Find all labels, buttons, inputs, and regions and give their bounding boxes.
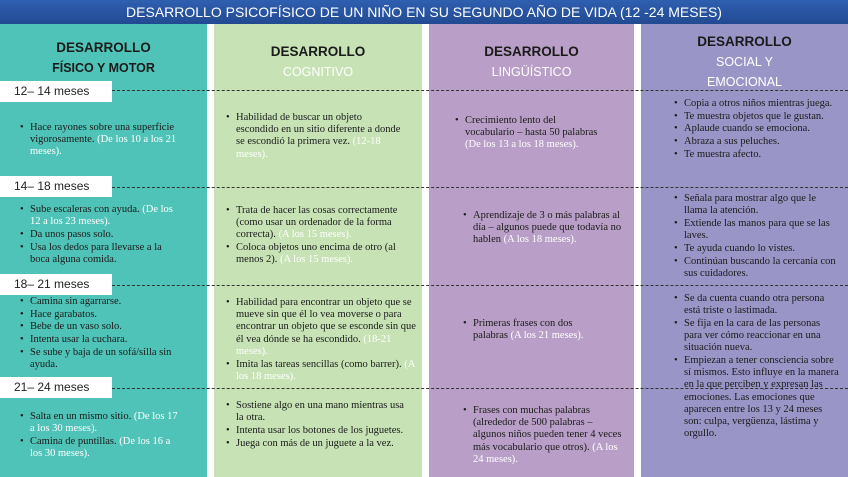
- cell-linguistico: [463, 210, 623, 247]
- cell-fisico: [20, 411, 180, 461]
- bullet-text: Te ayuda cuando lo vistes.: [684, 242, 795, 254]
- bullet-item: [20, 321, 180, 333]
- age-range-note: (De los 13 a los 18 meses).: [465, 139, 579, 151]
- bullet-item: [674, 136, 840, 148]
- bullet-item: [674, 111, 840, 123]
- cell-linguistico: [463, 405, 623, 467]
- period-label: 18– 21 meses: [0, 274, 112, 295]
- age-range-note: (De los 10 a los 21 meses).: [30, 134, 177, 158]
- bullet-text: Hace garabatos.: [30, 308, 98, 320]
- bullet-text: Copia a otros niños mientras juega.: [684, 98, 833, 109]
- cell-linguistico: [463, 318, 603, 343]
- bullet-text: Salta en un mismo sitio.: [30, 411, 134, 422]
- bullet-item: [20, 347, 180, 371]
- bullet-text: Habilidad de buscar un objeto escondido en un sitio diferente a donde se escondió la primera vez.: [236, 112, 401, 148]
- bullet-item: [226, 112, 404, 161]
- bullet-item: [674, 293, 840, 317]
- bullet-item: [226, 425, 406, 437]
- age-range-note: (De los 12 a los 23 meses).: [30, 204, 173, 228]
- bullet-item: [674, 218, 840, 242]
- age-range-note: (12-18 meses).: [236, 136, 381, 160]
- bullet-item: [674, 123, 840, 135]
- row-divider: [112, 187, 848, 188]
- bullet-item: [226, 242, 412, 266]
- bullet-item: [674, 243, 840, 255]
- bullet-text: Coloca objetos uno encima de otro (al menos 2).: [236, 242, 396, 266]
- bullet-item: [20, 411, 180, 435]
- bullet-item: [463, 318, 603, 342]
- bullet-item: [226, 359, 416, 383]
- bullet-text: Intenta usar la cuchara.: [30, 334, 128, 346]
- bullet-text: Intenta usar los botones de los juguetes.: [236, 424, 404, 436]
- column-heading-line2: COGNITIVO: [282, 65, 354, 79]
- cell-cognitivo: [226, 112, 404, 161]
- bullet-item: [20, 204, 180, 228]
- bullet-text: Aprendizaje de 3 o más palabras al día – algunos puede que todavía no hablen: [473, 210, 622, 246]
- bullet-text: Se da cuenta cuando otra persona está triste o lastimada.: [684, 293, 825, 317]
- bullet-text: Usa los dedos para llevarse a la boca alguna comida.: [30, 241, 162, 265]
- bullet-text: Abraza a sus peluches.: [684, 136, 780, 148]
- period-label: 12– 14 meses: [0, 81, 112, 102]
- bullet-text: Sube escaleras con ayuda.: [30, 204, 143, 215]
- bullet-text: Juega con más de un juguete a la vez.: [236, 437, 394, 449]
- row-divider: [112, 285, 848, 286]
- period-label: 21– 24 meses: [0, 377, 112, 398]
- bullet-text: Sostiene algo en una mano mientras usa la otra.: [236, 400, 404, 424]
- cell-social: [674, 98, 840, 162]
- age-range-note: (18-21 meses).: [236, 333, 392, 357]
- cell-cognitivo: [226, 400, 406, 450]
- age-range-note: (De los 16 a los 30 meses).: [30, 435, 171, 460]
- cell-cognitivo: [226, 205, 412, 267]
- bullet-item: [674, 149, 840, 161]
- bullet-item: [226, 438, 406, 450]
- bullet-text: Aplaude cuando se emociona.: [684, 123, 810, 135]
- bullet-item: [226, 205, 412, 242]
- column-heading-line1: DESARROLLO: [56, 40, 151, 55]
- cell-fisico: [20, 122, 178, 159]
- column-heading-line1: DESARROLLO: [697, 34, 792, 49]
- age-range-note: (A los 24 meses).: [473, 441, 618, 465]
- age-range-note: (A los 18 meses).: [503, 234, 577, 246]
- bullet-text: Da unos pasos solo.: [30, 228, 114, 240]
- bullet-text: Empiezan a tener consciencia sobre sí mismos. Esto influye en la manera en la que perciben y expresan las emociones. Las emociones que aparecen entre los 13 y 24 meses son: culpa, vergüenza, lástima y orgullo.: [684, 355, 839, 440]
- bullet-text: Se fija en la cara de las personas para ver cómo reaccionar en una situación nueva.: [684, 317, 821, 354]
- bullet-item: [20, 122, 178, 159]
- bullet-text: Hace rayones sobre una superficie vigorosamente.: [30, 122, 175, 146]
- bullet-item: [20, 309, 180, 321]
- age-range-note: (De los 17 a los 30 meses).: [30, 411, 178, 435]
- age-range-note: (A los 15 meses).: [280, 254, 353, 266]
- cell-fisico: [20, 296, 180, 372]
- column-heading-line1: DESARROLLO: [270, 44, 366, 59]
- row-divider: [112, 90, 848, 91]
- bullet-text: Imita las tareas sencillas (como barrer).: [236, 358, 405, 370]
- bullet-item: [226, 297, 416, 358]
- bullet-text: Te muestra afecto.: [684, 148, 762, 160]
- page-title: DESARROLLO PSICOFÍSICO DE UN NIÑO EN SU SEGUNDO AÑO DE VIDA (12 -24 MESES): [0, 0, 848, 24]
- bullet-item: [20, 334, 180, 346]
- age-range-note: (A los 21 meses).: [510, 330, 584, 342]
- bullet-text: Habilidad para encontrar un objeto que se mueve sin que él lo vea moverse o para encontrar un objeto que se esconde sin que él vea dónde se ha escondido.: [236, 297, 416, 345]
- bullet-item: [674, 98, 840, 110]
- bullet-text: Trata de hacer las cosas correctamente (como usar un ordenador de la forma correcta).: [236, 205, 398, 241]
- bullet-text: Se sube y baja de un sofá/silla sin ayuda.: [30, 346, 172, 371]
- bullet-text: Continúan buscando la cercanía con sus cuidadores.: [684, 255, 836, 279]
- bullet-item: [20, 242, 180, 266]
- bullet-item: [674, 256, 840, 280]
- cell-fisico: [20, 204, 180, 267]
- column-heading-line2: FÍSICO Y MOTOR: [52, 61, 155, 75]
- bullet-item: [226, 400, 406, 424]
- bullet-item: [20, 296, 180, 308]
- cell-cognitivo: [226, 297, 416, 383]
- bullet-item: [674, 193, 840, 217]
- bullet-text: Bebe de un vaso solo.: [30, 321, 122, 333]
- column-heading-line2: LINGÜÍSTICO: [491, 65, 572, 79]
- bullet-item: [463, 405, 623, 466]
- column-heading-line3: EMOCIONAL: [706, 75, 782, 89]
- bullet-item: [20, 229, 180, 241]
- column-heading-line1: DESARROLLO: [484, 44, 579, 59]
- bullet-text: Te muestra objetos que le gustan.: [684, 110, 824, 122]
- bullet-item: [674, 318, 840, 355]
- period-label: 14– 18 meses: [0, 176, 112, 197]
- bullet-text: Primeras frases con dos palabras: [473, 318, 573, 342]
- bullet-item: [455, 115, 603, 152]
- age-range-note: (A los 18 meses).: [236, 358, 415, 382]
- bullet-text: Extiende las manos para que se las laves.: [684, 217, 830, 242]
- bullet-item: [20, 436, 180, 460]
- bullet-item: [674, 355, 840, 440]
- bullet-text: Camina sin agarrarse.: [30, 296, 122, 307]
- age-range-note: (A los 15 meses).: [278, 229, 352, 241]
- bullet-text: Camina de puntillas.: [30, 435, 120, 447]
- bullet-item: [463, 210, 623, 247]
- bullet-text: Frases con muchas palabras (alrededor de 500 palabras – algunos niños pueden tener 4 veces más vocabulario que otros).: [473, 405, 622, 453]
- cell-social: [674, 293, 840, 441]
- cell-linguistico: [455, 115, 603, 152]
- cell-social: [674, 193, 840, 280]
- bullet-text: Crecimiento lento del vocabulario – hasta 50 palabras: [465, 115, 598, 139]
- bullet-text: Señala para mostrar algo que le llama la atención.: [684, 193, 817, 217]
- column-heading-line2: SOCIAL Y: [716, 55, 773, 69]
